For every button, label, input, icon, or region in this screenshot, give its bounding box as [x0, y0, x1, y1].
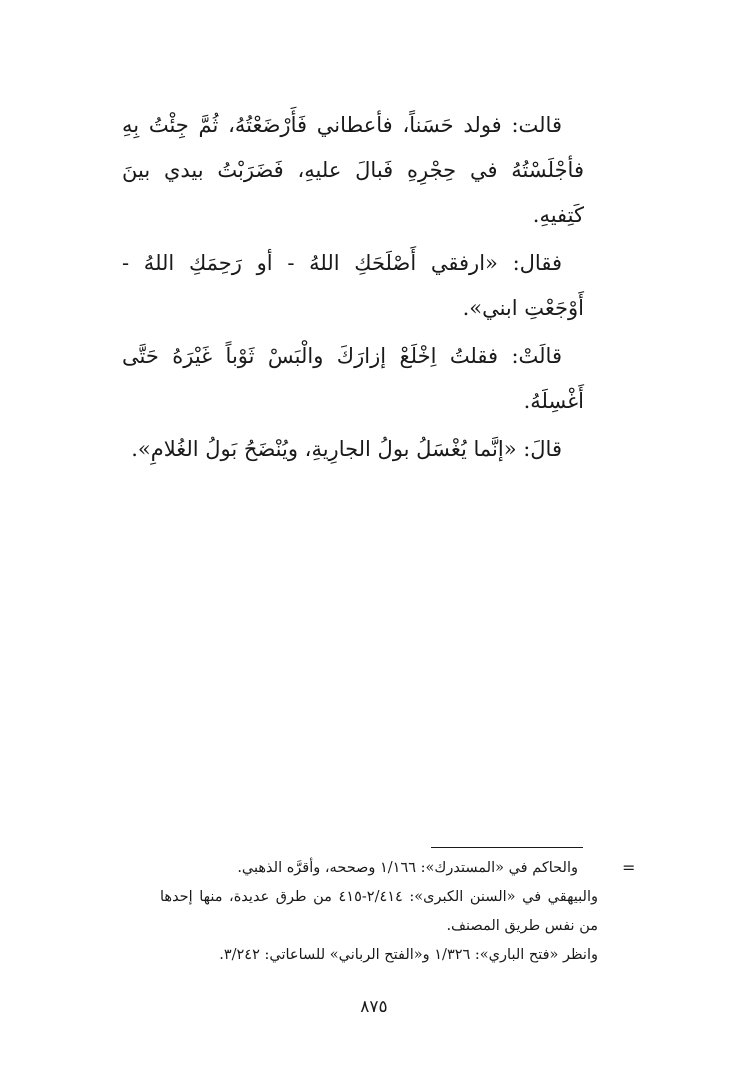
footnote-continuation-mark: = [622, 858, 636, 877]
paragraph-1: قالت: فولد حَسَناً، فأعطاني فَأَرْضَعْتُهُ، ثُمَّ جِئْتُ بِهِ فأجْلَسْتُهُ في حِجْرِهِ فَبالَ عليهِ، فَضَرَبْتُ بيدي بينَ كَتِفيهِ. [122, 113, 584, 227]
page-number: ٨٧٥ [360, 997, 388, 1017]
footnote-line-2: والبيهقي في «السنن الكبرى»: ٢/٤١٤-٤١٥ من طرق عديدة، منها إحدها من نفس طريق المصنف. [160, 889, 598, 934]
main-text-body [122, 103, 584, 475]
paragraph-2: فقال: «ارفقي أَصْلَحَكِ اللهُ - أو رَحِمَكِ اللهُ - أَوْجَعْتِ ابني». [122, 251, 584, 320]
paragraph-4: قالَ: «إنَّما يُغْسَلُ بولُ الجارِيةِ، ويُنْضَحُ بَولُ الغُلامِ». [131, 437, 562, 461]
footnotes [160, 854, 598, 970]
footnote-line-1: والحاكم في «المستدرك»: ١/١٦٦ وصححه، وأقرَّه الذهبي. [237, 860, 578, 876]
footnote-divider [431, 847, 583, 848]
paragraph-3: قالَتْ: فقلتُ اِخْلَعْ إزارَكَ والْبَسْ ثَوْباً غَيْرَهُ حَتَّى أَغْسِلَهُ. [122, 344, 584, 413]
footnote-line-3: وانظر «فتح الباري»: ١/٣٢٦ و«الفتح الرباني» للساعاتي: ٣/٢٤٢. [219, 947, 598, 963]
